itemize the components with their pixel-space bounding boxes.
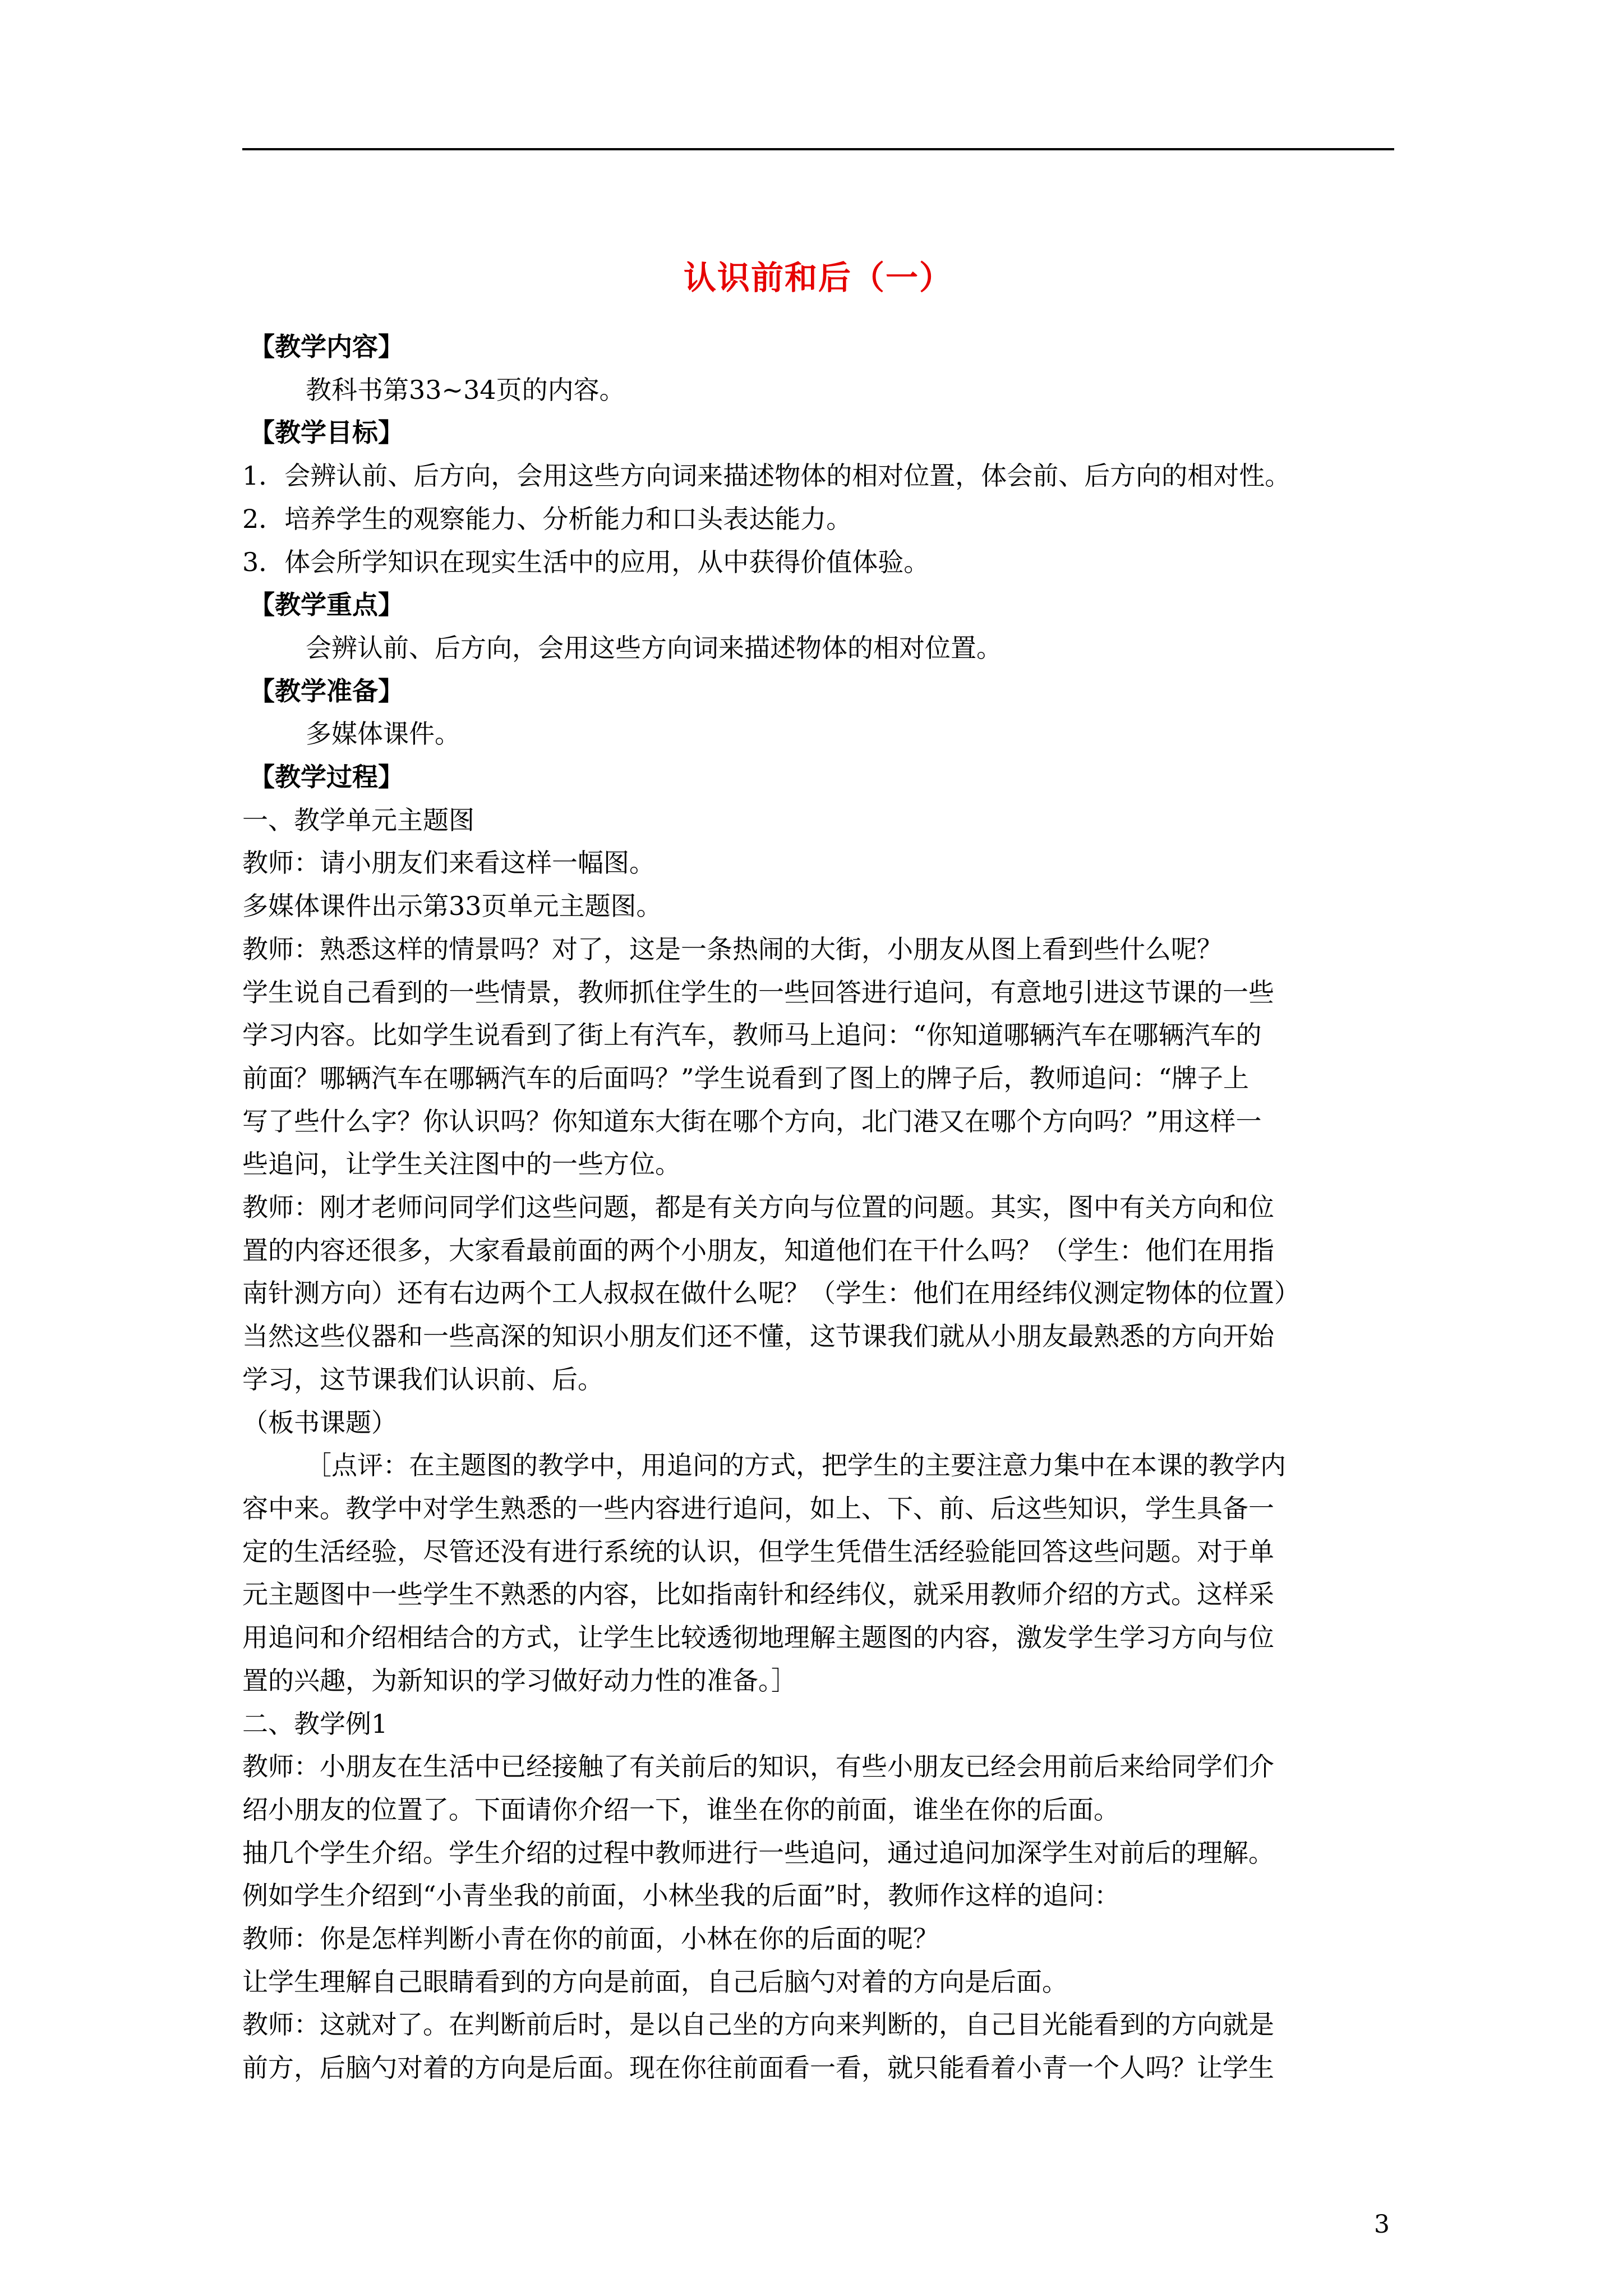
text-line: 置的兴趣，为新知识的学习做好动力性的准备。］: [242, 1665, 797, 1696]
text-line: 教师：你是怎样判断小青在你的前面，小林在你的后面的呢？: [242, 1924, 939, 1954]
text-line: 用追问和介绍相结合的方式，让学生比较透彻地理解主题图的内容，激发学生学习方向与位: [242, 1622, 1274, 1653]
text-line: 多媒体课件出示第33页单元主题图。: [242, 891, 662, 922]
section-heading: 【教学目标】: [249, 417, 404, 448]
text-line: 教科书第33~34页的内容。: [306, 374, 625, 405]
text-line: 学习内容。比如学生说看到了街上有汽车，教师马上追问：“你知道哪辆汽车在哪辆汽车的: [242, 1020, 1262, 1051]
text-line: 置的内容还很多，大家看最前面的两个小朋友，知道他们在干什么吗？（学生：他们在用指: [242, 1235, 1274, 1266]
text-line: 绍小朋友的位置了。下面请你介绍一下，谁坐在你的前面，谁坐在你的后面。: [242, 1794, 1119, 1825]
text-line: 前方，后脑勺对着的方向是后面。现在你往前面看一看，就只能看着小青一个人吗？让学生: [242, 2053, 1274, 2083]
text-line: 会辨认前、后方向，会用这些方向词来描述物体的相对位置。: [306, 632, 1002, 663]
text-line: 1．会辨认前、后方向，会用这些方向词来描述物体的相对位置，体会前、后方向的相对性。: [242, 461, 1291, 491]
text-line: 多媒体课件。: [306, 719, 460, 749]
text-line: 南针测方向）还有右边两个工人叔叔在做什么呢？（学生：他们在用经纬仪测定物体的位置）: [242, 1278, 1300, 1309]
text-line: 写了些什么字？你认识吗？你知道东大街在哪个方向，北门港又在哪个方向吗？”用这样一: [242, 1106, 1262, 1137]
section-heading: 【教学重点】: [249, 590, 404, 620]
text-line: 当然这些仪器和一些高深的知识小朋友们还不懂，这节课我们就从小朋友最熟悉的方向开始: [242, 1321, 1274, 1352]
text-line: 定的生活经验，尽管还没有进行系统的认识，但学生凭借生活经验能回答这些问题。对于单: [242, 1536, 1274, 1567]
text-line: 2．培养学生的观察能力、分析能力和口头表达能力。: [242, 503, 852, 534]
page-number: 3: [1374, 2210, 1390, 2239]
text-line: 元主题图中一些学生不熟悉的内容，比如指南针和经纬仪，就采用教师介绍的方式。这样采: [242, 1579, 1274, 1610]
text-line: ［点评：在主题图的教学中，用追问的方式，把学生的主要注意力集中在本课的教学内: [306, 1450, 1286, 1481]
text-line: 些追问，让学生关注图中的一些方位。: [242, 1149, 681, 1180]
text-line: 抽几个学生介绍。学生介绍的过程中教师进行一些追问，通过追问加深学生对前后的理解。: [242, 1837, 1274, 1868]
text-line: 二、教学例1: [242, 1708, 388, 1739]
text-line: 容中来。教学中对学生熟悉的一些内容进行追问，如上、下、前、后这些知识，学生具备一: [242, 1493, 1274, 1524]
text-line: 教师：刚才老师问同学们这些问题，都是有关方向与位置的问题。其实，图中有关方向和位: [242, 1192, 1274, 1223]
text-line: 一、教学单元主题图: [242, 804, 474, 835]
text-line: 教师：小朋友在生活中已经接触了有关前后的知识，有些小朋友已经会用前后来给同学们介: [242, 1751, 1274, 1782]
document-body: [242, 325, 1394, 2090]
text-line: 学生说自己看到的一些情景，教师抓住学生的一些回答进行追问，有意地引进这节课的一些: [242, 977, 1274, 1007]
document-title: 认识前和后（一）: [683, 259, 953, 297]
text-line: 前面？哪辆汽车在哪辆汽车的后面吗？”学生说看到了图上的牌子后，教师追问：“牌子上: [242, 1062, 1249, 1093]
text-line: 教师：熟悉这样的情景吗？对了，这是一条热闹的大街，小朋友从图上看到些什么呢？: [242, 933, 1223, 964]
text-line: 教师：这就对了。在判断前后时，是以自己坐的方向来判断的，自己目光能看到的方向就是: [242, 2009, 1274, 2040]
text-line: 让学生理解自己眼睛看到的方向是前面，自己后脑勺对着的方向是后面。: [242, 1966, 1068, 1997]
text-line: 学习，这节课我们认识前、后。: [242, 1364, 603, 1395]
text-line: 3．体会所学知识在现实生活中的应用，从中获得价值体验。: [242, 546, 930, 577]
text-line: 例如学生介绍到“小青坐我的前面，小林坐我的后面”时，教师作这样的追问：: [242, 1880, 1121, 1911]
header-rule: [242, 148, 1394, 150]
text-line: 教师：请小朋友们来看这样一幅图。: [242, 848, 655, 878]
section-heading: 【教学过程】: [249, 762, 404, 793]
text-line: （板书课题）: [242, 1407, 397, 1438]
section-heading: 【教学内容】: [249, 332, 404, 362]
section-heading: 【教学准备】: [249, 675, 404, 706]
